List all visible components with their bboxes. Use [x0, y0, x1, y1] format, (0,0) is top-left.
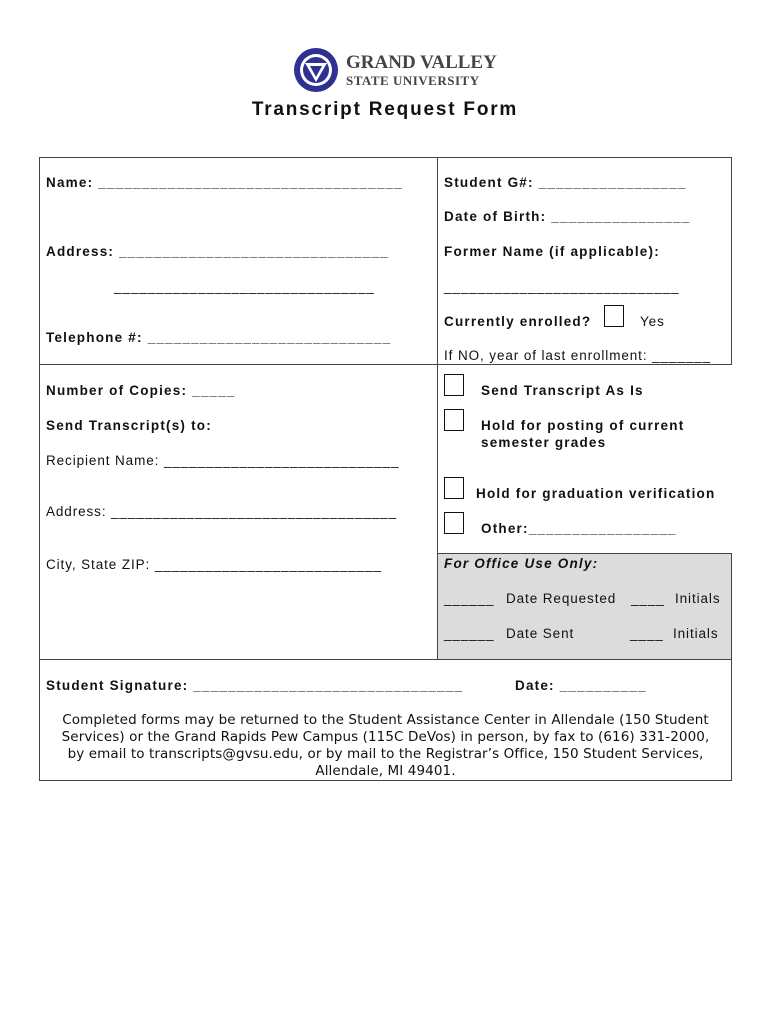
- number-of-copies-field[interactable]: Number of Copies: _____: [46, 383, 236, 398]
- initials-label-1: Initials: [675, 591, 721, 606]
- name-field[interactable]: Name: ___________________________________: [46, 175, 403, 190]
- recipient-address-field[interactable]: Address: __________________________________: [46, 504, 397, 519]
- initials-label-2: Initials: [673, 626, 719, 641]
- send-as-is-checkbox[interactable]: [444, 374, 464, 396]
- hold-current-grades-label-2: semester grades: [481, 435, 607, 450]
- send-to-label: Send Transcript(s) to:: [46, 418, 212, 433]
- address-line-2[interactable]: _______________________________: [114, 279, 375, 294]
- currently-enrolled-checkbox[interactable]: [604, 305, 624, 327]
- logo-line-1: GRAND VALLEY: [346, 52, 497, 73]
- date-sent-blank: ______: [444, 626, 495, 641]
- page-title: Transcript Request Form: [251, 99, 519, 120]
- other-checkbox[interactable]: [444, 512, 464, 534]
- initials-blank-1: ____: [631, 591, 665, 606]
- currently-enrolled-label: Currently enrolled?: [444, 314, 592, 329]
- gvsu-logo: [292, 46, 497, 96]
- student-g-field[interactable]: Student G#: _________________: [444, 175, 687, 190]
- address-field[interactable]: Address: _______________________________: [46, 244, 390, 259]
- instructions-line-2: Services) or the Grand Rapids Pew Campus (115C DeVos) in person, by fax to (616) 331-2000,: [61, 729, 710, 745]
- former-name-field[interactable]: ____________________________: [444, 279, 680, 294]
- initials-blank-2: ____: [630, 626, 664, 641]
- telephone-field[interactable]: Telephone #: ____________________________: [46, 330, 392, 345]
- date-requested-blank: ______: [444, 591, 495, 606]
- former-name-label: Former Name (if applicable):: [444, 244, 660, 259]
- hold-current-grades-checkbox[interactable]: [444, 409, 464, 431]
- yes-label: Yes: [640, 314, 665, 329]
- instructions-line-1: Completed forms may be returned to the Student Assistance Center in Allendale (150 Student: [62, 712, 709, 728]
- city-state-zip-field[interactable]: City, State ZIP: ___________________________: [46, 557, 382, 572]
- hold-graduation-label: Hold for graduation verification: [476, 486, 716, 501]
- logo-line-2: STATE UNIVERSITY: [346, 73, 480, 88]
- date-requested-label: Date Requested: [506, 591, 617, 606]
- hold-current-grades-label: Hold for posting of current: [481, 418, 685, 433]
- submission-instructions: [39, 712, 732, 780]
- hold-graduation-checkbox[interactable]: [444, 477, 464, 499]
- recipient-name-field[interactable]: Recipient Name: ____________________________: [46, 453, 400, 468]
- instructions-line-4: Allendale, MI 49401.: [315, 763, 456, 779]
- date-sent-label: Date Sent: [506, 626, 575, 641]
- last-enrollment-field[interactable]: If NO, year of last enrollment: _______: [444, 348, 711, 363]
- send-as-is-label: Send Transcript As Is: [481, 383, 644, 398]
- office-use-heading: For Office Use Only:: [444, 556, 599, 571]
- date-of-birth-field[interactable]: Date of Birth: ________________: [444, 209, 691, 224]
- gvsu-emblem-icon: [292, 46, 340, 94]
- signature-date-field[interactable]: Date: __________: [515, 678, 647, 693]
- student-signature-field[interactable]: Student Signature: _______________________________: [46, 678, 464, 693]
- other-field[interactable]: Other:_________________: [481, 521, 677, 536]
- instructions-line-3: by email to transcripts@gvsu.edu, or by mail to the Registrar’s Office, 150 Student Services,: [67, 746, 704, 762]
